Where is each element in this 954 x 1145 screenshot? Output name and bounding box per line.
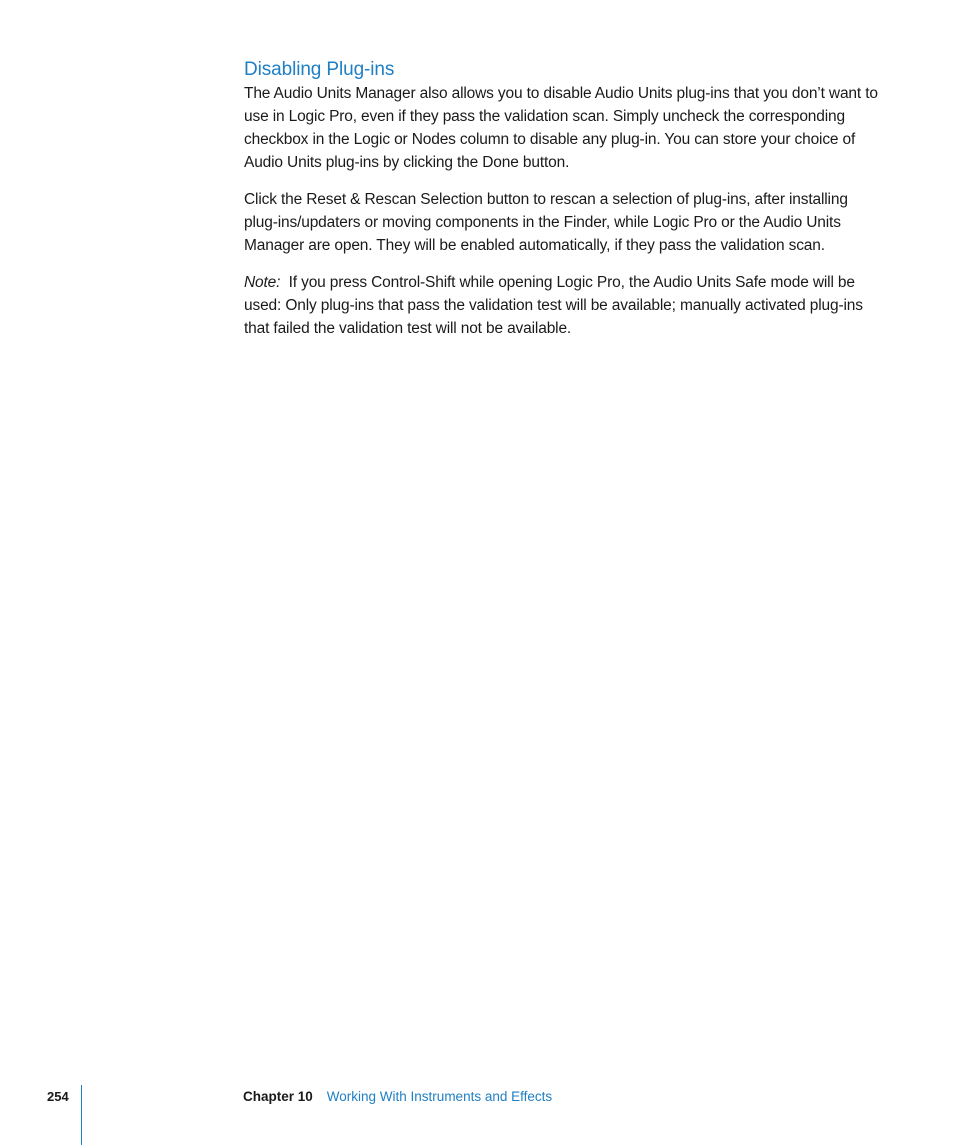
chapter-label: Chapter 10: [243, 1089, 313, 1104]
paragraph-reset-rescan: Click the Reset & Rescan Selection button to rescan a selection of plug-ins, after installing plug-ins/updaters or moving components in the Finder, while Logic Pro or the Audio Units Manager are open. They will be enabled automatically, if they pass the validation scan.: [244, 191, 848, 254]
footer-chapter: [243, 1089, 552, 1105]
note-label: Note:: [244, 274, 281, 291]
footer-divider: [81, 1085, 82, 1145]
note-text: If you press Control-Shift while opening Logic Pro, the Audio Units Safe mode will be used: Only plug-ins that pass the validation test will be available; manually activated plug-ins that failed the validation test will not be available.: [244, 274, 863, 337]
page-number: 254: [47, 1089, 69, 1104]
section-heading: Disabling Plug-ins: [244, 59, 395, 80]
paragraph-disable-plugins: The Audio Units Manager also allows you to disable Audio Units plug-ins that you don’t want to use in Logic Pro, even if they pass the validation scan. Simply uncheck the corresponding checkbox in the Logic or Nodes column to disable any plug-in. You can store your choice of Audio Units plug-ins by clicking the Done button.: [244, 85, 878, 171]
chapter-title: Working With Instruments and Effects: [326, 1089, 553, 1104]
note-paragraph: [244, 271, 884, 340]
page-content: [244, 58, 884, 354]
